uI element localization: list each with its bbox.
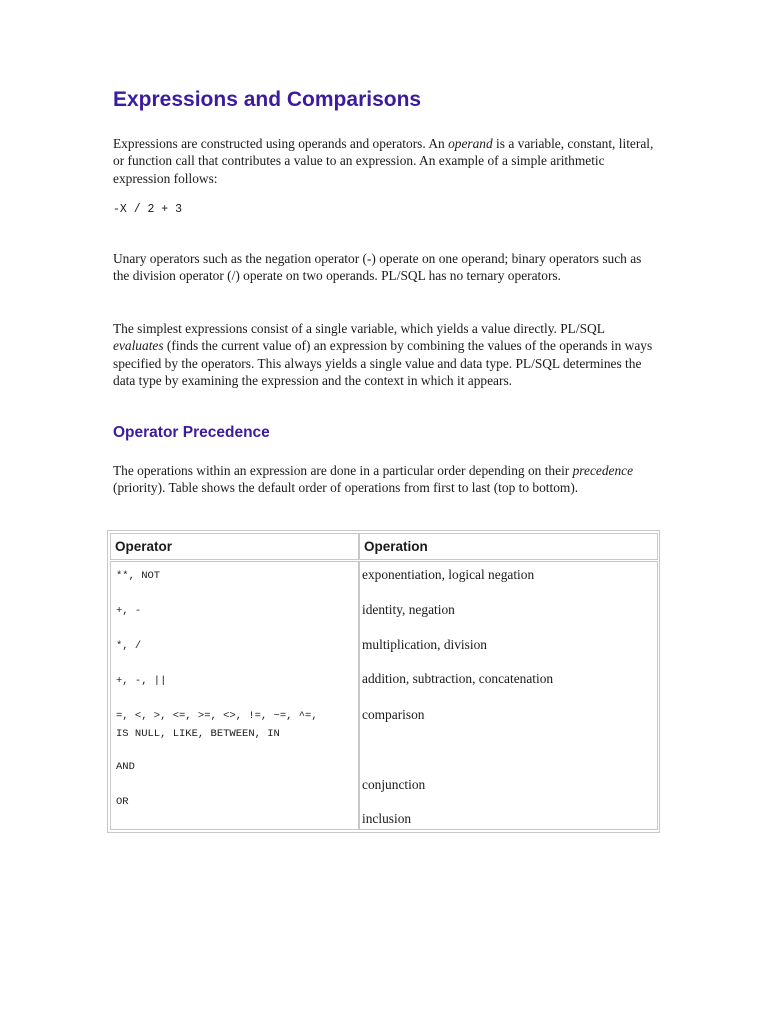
term-evaluates: evaluates <box>113 338 164 354</box>
term-operand: operand <box>448 136 493 151</box>
header-operation: Operation <box>359 533 658 560</box>
operator-cell: IS NULL, LIKE, BETWEEN, IN <box>116 728 280 740</box>
operation-cell: conjunction <box>362 777 426 792</box>
code-example: -X / 2 + 3 <box>113 203 183 216</box>
term-precedence: precedence <box>572 463 634 478</box>
operation-cell: exponentiation, logical negation <box>362 567 535 582</box>
intro-paragraph: Expressions are constructed using operands and operators. An operand is a variable, constant, literal, or function call that contributes a value to an expression. An example of a simple arithmetic expression follows: <box>113 136 654 186</box>
operator-column <box>110 561 359 830</box>
operation-cell: comparison <box>362 707 425 722</box>
operator-cell: OR <box>116 796 129 808</box>
operator-cell: AND <box>116 761 135 773</box>
operation-column <box>359 561 658 830</box>
operator-cell: +, - <box>116 605 142 617</box>
operator-cell: *, / <box>116 640 142 652</box>
section-heading: Operator Precedence <box>113 424 270 441</box>
operation-cell: inclusion <box>362 811 412 826</box>
precedence-table <box>107 530 660 833</box>
evaluation-paragraph: The simplest expressions consist of a single variable, which yields a value directly. PL/SQL evaluates (finds the current value of) an expression by combining the values of the operands in ways specified by the operators. This always yields a single value and data type. PL/SQL determines the data type by examining the expression and the context in which it appears. <box>113 321 653 389</box>
operator-cell: **, NOT <box>116 570 161 582</box>
operation-cell: identity, negation <box>362 602 455 617</box>
operator-cell: +, -, || <box>116 675 167 687</box>
page-title: Expressions and Comparisons <box>113 88 422 111</box>
operators-paragraph: Unary operators such as the negation operator (-) operate on one operand; binary operators such as the division operator (/) operate on two operands. PL/SQL has no ternary operators. <box>113 251 642 284</box>
operation-cell: multiplication, division <box>362 637 487 652</box>
precedence-paragraph: The operations within an expression are done in a particular order depending on their precedence (priority). Table shows the default order of operations from first to last (top to bottom). <box>113 463 634 496</box>
operation-cell: addition, subtraction, concatenation <box>362 671 554 686</box>
operator-cell: =, <, >, <=, >=, <>, !=, ~=, ^=, <box>116 710 318 722</box>
header-operator: Operator <box>110 533 359 560</box>
